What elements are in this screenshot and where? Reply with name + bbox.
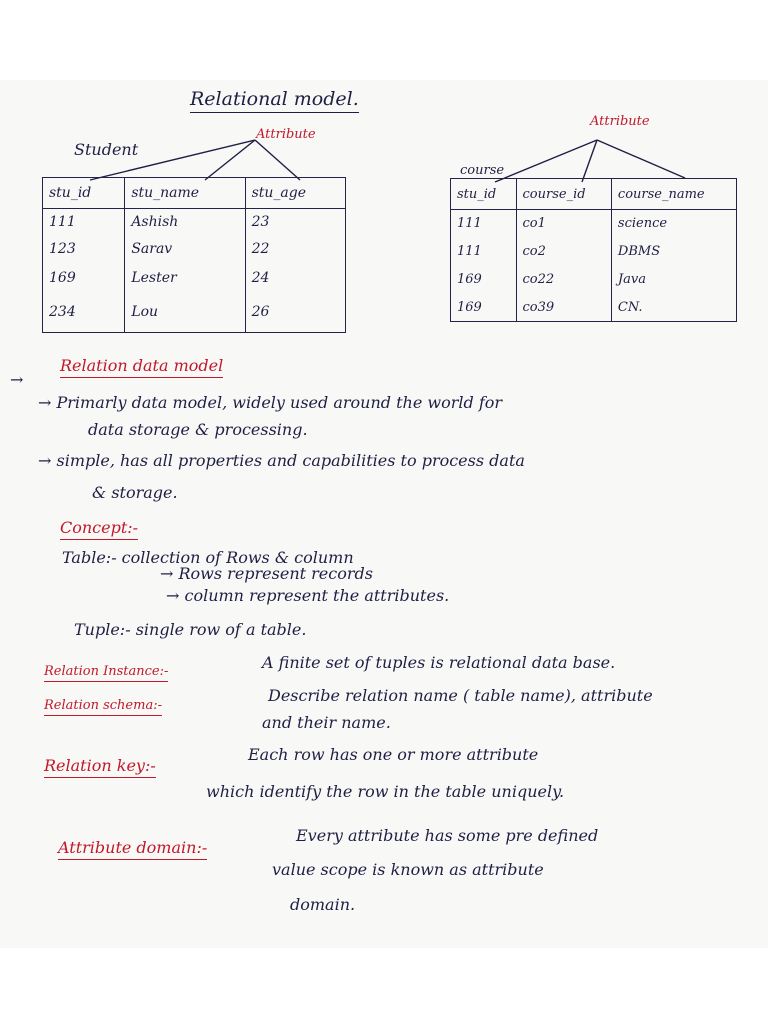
student-table-label: Student bbox=[74, 140, 139, 159]
cell: CN. bbox=[611, 294, 736, 322]
relation-schema-text-2: and their name. bbox=[262, 713, 391, 732]
table-row bbox=[451, 210, 737, 238]
relation-key-term: Relation key:- bbox=[44, 756, 156, 778]
cell: 111 bbox=[43, 209, 125, 236]
concept-rows-line: → Rows represent records bbox=[160, 564, 373, 583]
cell: co22 bbox=[516, 266, 611, 294]
table-row bbox=[43, 236, 346, 263]
cell: DBMS bbox=[611, 238, 736, 266]
cell: Sarav bbox=[125, 236, 245, 263]
cell: 23 bbox=[245, 209, 345, 236]
cell: Lester bbox=[125, 263, 245, 293]
course-table-label: course bbox=[460, 163, 505, 178]
course-table bbox=[450, 178, 737, 322]
page-title: Relational model. bbox=[190, 88, 359, 113]
cell: 169 bbox=[451, 294, 517, 322]
student-col-stu-name: stu_name bbox=[125, 178, 245, 209]
cell: 169 bbox=[43, 263, 125, 293]
relation-data-model-heading: Relation data model bbox=[60, 356, 223, 378]
cell: Ashish bbox=[125, 209, 245, 236]
cell: 111 bbox=[451, 210, 517, 238]
relation-instance-term: Relation Instance:- bbox=[44, 664, 168, 682]
table-row bbox=[451, 266, 737, 294]
attribute-domain-text-2: value scope is known as attribute bbox=[272, 860, 544, 879]
relation-instance-text: A finite set of tuples is relational data base. bbox=[262, 653, 616, 672]
course-header-row bbox=[451, 179, 737, 210]
relation-schema-term: Relation schema:- bbox=[44, 698, 162, 716]
course-col-course-id: course_id bbox=[516, 179, 611, 210]
cell: co2 bbox=[516, 238, 611, 266]
student-table bbox=[42, 177, 346, 333]
cell: science bbox=[611, 210, 736, 238]
student-attribute-label: Attribute bbox=[256, 127, 316, 142]
concept-tuple-line: Tuple:- single row of a table. bbox=[74, 620, 307, 639]
relation-line-1: → Primarly data model, widely used around the world for bbox=[38, 393, 503, 412]
table-row bbox=[43, 263, 346, 293]
course-col-course-name: course_name bbox=[611, 179, 736, 210]
cell: 111 bbox=[451, 238, 517, 266]
relation-key-text-2: which identify the row in the table uniquely. bbox=[206, 782, 565, 801]
relation-key-text-1: Each row has one or more attribute bbox=[248, 745, 539, 764]
cell: 123 bbox=[43, 236, 125, 263]
concept-table-line: Table:- collection of Rows & column bbox=[62, 548, 354, 567]
relation-line-4: & storage. bbox=[92, 483, 178, 502]
cell: Java bbox=[611, 266, 736, 294]
student-header-row bbox=[43, 178, 346, 209]
cell: 26 bbox=[245, 293, 345, 333]
attribute-domain-text-1: Every attribute has some pre defined bbox=[296, 826, 599, 845]
course-attribute-label: Attribute bbox=[590, 114, 650, 129]
cell: 22 bbox=[245, 236, 345, 263]
relation-line-3: → simple, has all properties and capabilities to process data bbox=[38, 451, 525, 470]
cell: Lou bbox=[125, 293, 245, 333]
cell: 24 bbox=[245, 263, 345, 293]
concept-column-line: → column represent the attributes. bbox=[166, 586, 450, 605]
cell: co1 bbox=[516, 210, 611, 238]
relation-schema-text-1: Describe relation name ( table name), attribute bbox=[268, 686, 653, 705]
table-row bbox=[43, 293, 346, 333]
course-col-stu-id: stu_id bbox=[451, 179, 517, 210]
cell: co39 bbox=[516, 294, 611, 322]
relation-line-2: data storage & processing. bbox=[88, 420, 308, 439]
student-col-stu-age: stu_age bbox=[245, 178, 345, 209]
table-row bbox=[43, 209, 346, 236]
table-row bbox=[451, 238, 737, 266]
concept-heading: Concept:- bbox=[60, 518, 138, 540]
section-arrow: → bbox=[10, 370, 24, 389]
attribute-domain-term: Attribute domain:- bbox=[58, 838, 207, 860]
attribute-domain-text-3: domain. bbox=[290, 895, 356, 914]
cell: 169 bbox=[451, 266, 517, 294]
student-col-stu-id: stu_id bbox=[43, 178, 125, 209]
table-row bbox=[451, 294, 737, 322]
cell: 234 bbox=[43, 293, 125, 333]
